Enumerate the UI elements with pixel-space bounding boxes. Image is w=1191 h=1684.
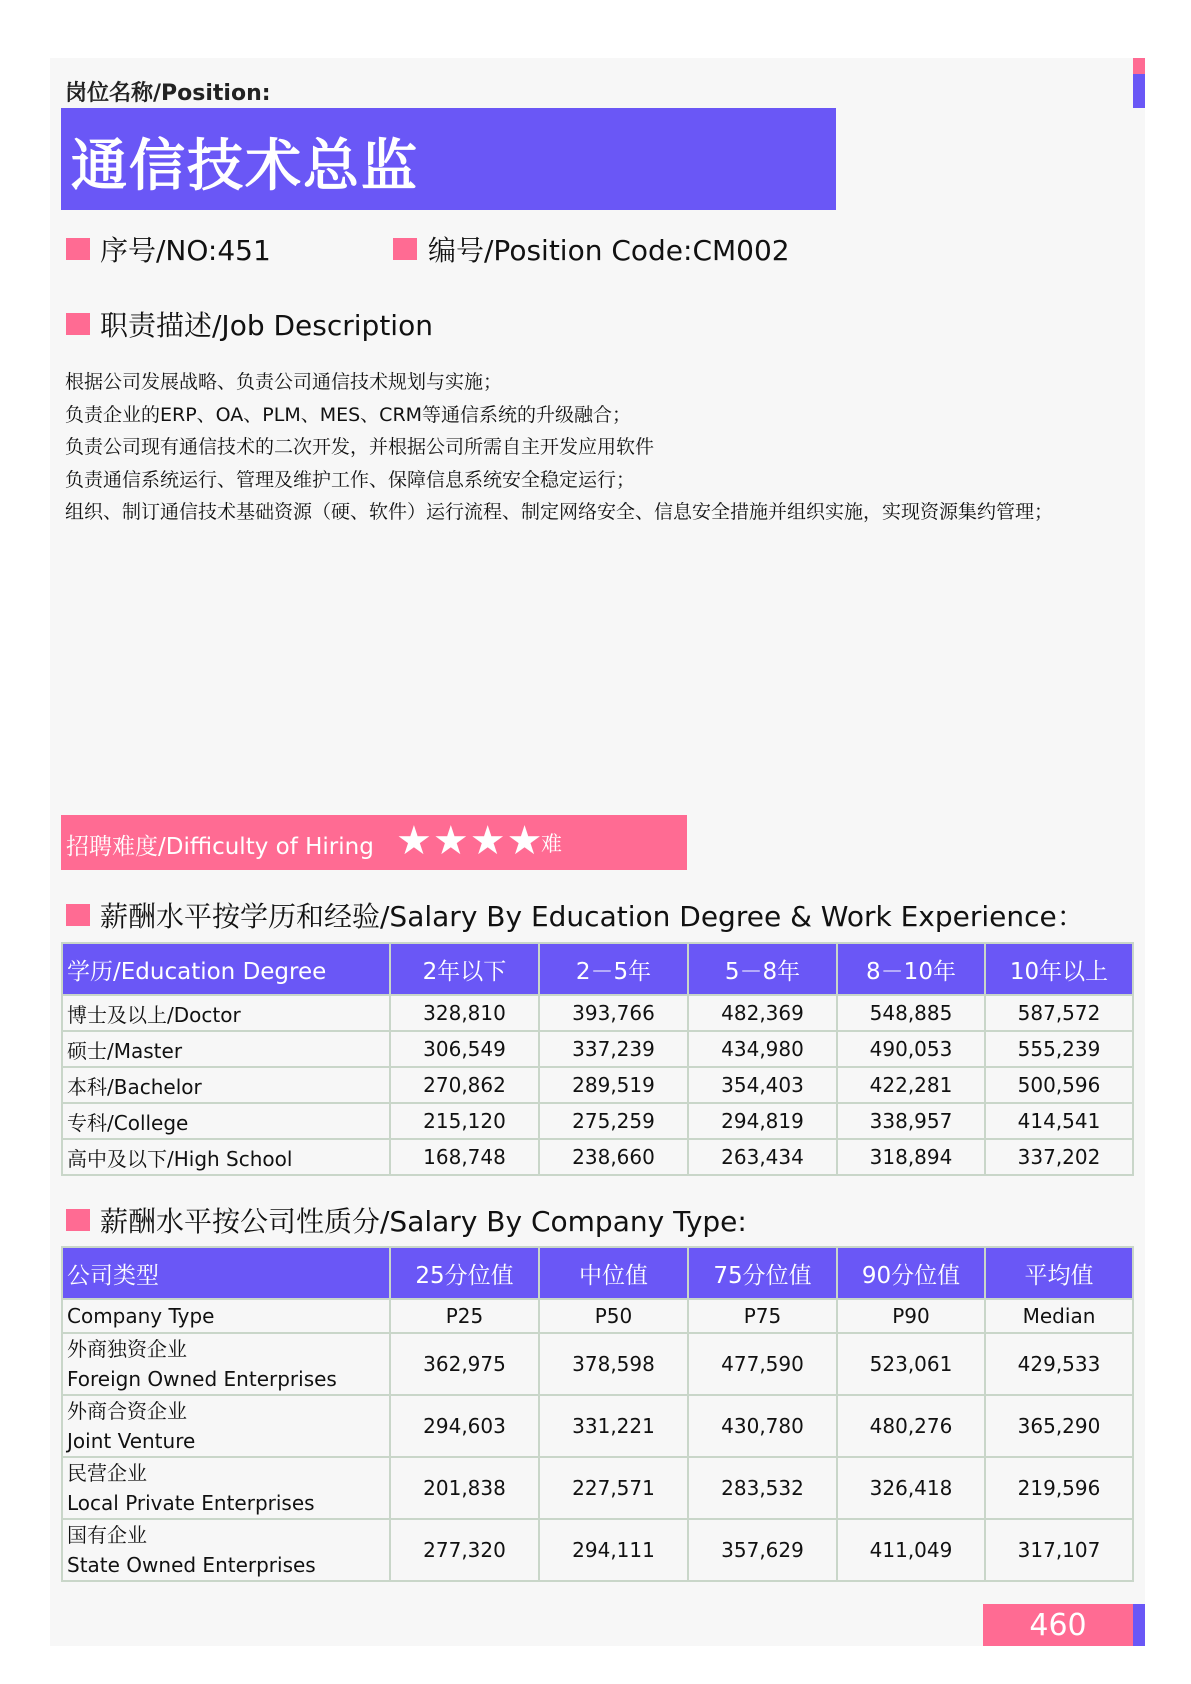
table-cell: 263,434 (688, 1139, 837, 1175)
column-header: 10年以上 (985, 943, 1133, 995)
job-title: 通信技术总监 (71, 134, 419, 199)
table-cell: 365,290 (985, 1395, 1133, 1457)
column-header: 90分位值 (837, 1247, 985, 1299)
bullet-square-icon (66, 313, 90, 335)
edu-section-heading: 薪酬水平按学历和经验/Salary By Education Degree & Work Experience： (100, 900, 1085, 933)
hiring-difficulty-label: 招聘难度/Difficulty of Hiring (66, 834, 374, 860)
description-heading: 职责描述/Job Description (100, 309, 433, 342)
bullet-square-icon (393, 238, 417, 260)
row-label: 专科/College (62, 1103, 390, 1139)
table-row (62, 1139, 1133, 1175)
table-cell: 414,541 (985, 1103, 1133, 1139)
column-header: 5－8年 (688, 943, 837, 995)
table-cell: 480,276 (837, 1395, 985, 1457)
table-cell: 275,259 (539, 1103, 688, 1139)
position-label: 岗位名称/Position: (65, 81, 271, 106)
table-cell: 555,239 (985, 1031, 1133, 1067)
table-cell: 317,107 (985, 1519, 1133, 1581)
job-title-banner (61, 108, 836, 210)
table-cell: P75 (688, 1299, 837, 1333)
column-header: 2年以下 (390, 943, 539, 995)
row-label: Company Type (62, 1299, 390, 1333)
table-cell: 238,660 (539, 1139, 688, 1175)
table-row (62, 1103, 1133, 1139)
table-cell: 548,885 (837, 995, 985, 1031)
table-cell: 306,549 (390, 1031, 539, 1067)
description-line: 组织、制订通信技术基础资源（硬、软件）运行流程、制定网络安全、信息安全措施并组织实施，实现资源集约管理； (65, 501, 1054, 523)
table-cell: P25 (390, 1299, 539, 1333)
column-header: 25分位值 (390, 1247, 539, 1299)
page-number-accent (1133, 1604, 1145, 1646)
column-header: 公司类型 (62, 1247, 390, 1299)
table-cell: 393,766 (539, 995, 688, 1031)
table-cell: 219,596 (985, 1457, 1133, 1519)
bullet-square-icon (66, 1209, 90, 1231)
table-cell: 523,061 (837, 1333, 985, 1395)
table-cell: Median (985, 1299, 1133, 1333)
table-cell: 500,596 (985, 1067, 1133, 1103)
table-cell: 289,519 (539, 1067, 688, 1103)
description-line: 根据公司发展战略、负责公司通信技术规划与实施； (65, 371, 503, 393)
job-description (65, 366, 1053, 529)
table-cell: 337,202 (985, 1139, 1133, 1175)
row-label: 博士及以上/Doctor (62, 995, 390, 1031)
table-cell: 422,281 (837, 1067, 985, 1103)
table-cell: 490,053 (837, 1031, 985, 1067)
table-cell: 277,320 (390, 1519, 539, 1581)
serial-number: 序号/NO:451 (100, 234, 271, 267)
position-code: 编号/Position Code:CM002 (428, 234, 790, 267)
company-section-heading: 薪酬水平按公司性质分/Salary By Company Type: (100, 1205, 747, 1238)
table-cell: 201,838 (390, 1457, 539, 1519)
table-cell: 283,532 (688, 1457, 837, 1519)
table-cell: 434,980 (688, 1031, 837, 1067)
table-cell: P50 (539, 1299, 688, 1333)
table-cell: 294,111 (539, 1519, 688, 1581)
table-subheader-row (62, 1299, 1133, 1333)
hiring-difficulty-level: 难 (541, 832, 562, 856)
bullet-square-icon (66, 238, 90, 260)
row-label: 本科/Bachelor (62, 1067, 390, 1103)
table-cell: 357,629 (688, 1519, 837, 1581)
column-header: 中位值 (539, 1247, 688, 1299)
row-label (62, 1519, 390, 1581)
table-row (62, 1067, 1133, 1103)
table-row (62, 1031, 1133, 1067)
page-number: 460 (1029, 1608, 1087, 1643)
table-header-row (62, 943, 1133, 995)
column-header: 2－5年 (539, 943, 688, 995)
table-cell: 326,418 (837, 1457, 985, 1519)
company-type-zh: 民营企业 (67, 1461, 147, 1485)
table-cell: 294,819 (688, 1103, 837, 1139)
company-type-zh: 外商合资企业 (67, 1399, 187, 1423)
corner-accent-pink (1133, 58, 1145, 74)
education-salary-table (61, 942, 1134, 1176)
row-label (62, 1333, 390, 1395)
hiring-difficulty-banner (61, 815, 687, 870)
company-type-zh: 外商独资企业 (67, 1337, 187, 1361)
table-cell: 378,598 (539, 1333, 688, 1395)
description-line: 负责通信系统运行、管理及维护工作、保障信息系统安全稳定运行； (65, 468, 636, 491)
row-label: 硕士/Master (62, 1031, 390, 1067)
table-cell: 430,780 (688, 1395, 837, 1457)
row-label (62, 1457, 390, 1519)
row-label: 高中及以下/High School (62, 1139, 390, 1175)
row-label (62, 1395, 390, 1457)
company-type-en: Joint Venture (67, 1429, 196, 1453)
bullet-square-icon (66, 904, 90, 926)
table-cell: 168,748 (390, 1139, 539, 1175)
description-line: 负责公司现有通信技术的二次开发，并根据公司所需自主开发应用软件 (65, 436, 655, 458)
table-cell: 429,533 (985, 1333, 1133, 1395)
description-line: 负责企业的ERP、OA、PLM、MES、CRM等通信系统的升级融合； (65, 403, 632, 426)
table-row (62, 1519, 1133, 1581)
star-rating-icon: ★★★★ (396, 818, 544, 864)
table-row (62, 995, 1133, 1031)
column-header: 75分位值 (688, 1247, 837, 1299)
table-cell: 337,239 (539, 1031, 688, 1067)
table-cell: 482,369 (688, 995, 837, 1031)
table-row (62, 1333, 1133, 1395)
table-cell: 338,957 (837, 1103, 985, 1139)
table-cell: 294,603 (390, 1395, 539, 1457)
corner-accent-purple (1133, 74, 1145, 108)
company-type-zh: 国有企业 (67, 1523, 147, 1547)
page-number-badge (983, 1604, 1133, 1646)
table-header-row (62, 1247, 1133, 1299)
table-cell: 215,120 (390, 1103, 539, 1139)
table-cell: 362,975 (390, 1333, 539, 1395)
table-row (62, 1395, 1133, 1457)
company-salary-table (61, 1246, 1134, 1582)
company-type-en: Local Private Enterprises (67, 1491, 315, 1515)
table-cell: 331,221 (539, 1395, 688, 1457)
table-cell: 587,572 (985, 995, 1133, 1031)
table-cell: 270,862 (390, 1067, 539, 1103)
column-header: 8－10年 (837, 943, 985, 995)
table-cell: 328,810 (390, 995, 539, 1031)
table-cell: P90 (837, 1299, 985, 1333)
table-row (62, 1457, 1133, 1519)
column-header: 平均值 (985, 1247, 1133, 1299)
table-cell: 354,403 (688, 1067, 837, 1103)
company-type-en: Foreign Owned Enterprises (67, 1367, 337, 1391)
table-cell: 477,590 (688, 1333, 837, 1395)
column-header: 学历/Education Degree (62, 943, 390, 995)
table-cell: 411,049 (837, 1519, 985, 1581)
table-cell: 227,571 (539, 1457, 688, 1519)
table-cell: 318,894 (837, 1139, 985, 1175)
company-type-en: State Owned Enterprises (67, 1553, 316, 1577)
